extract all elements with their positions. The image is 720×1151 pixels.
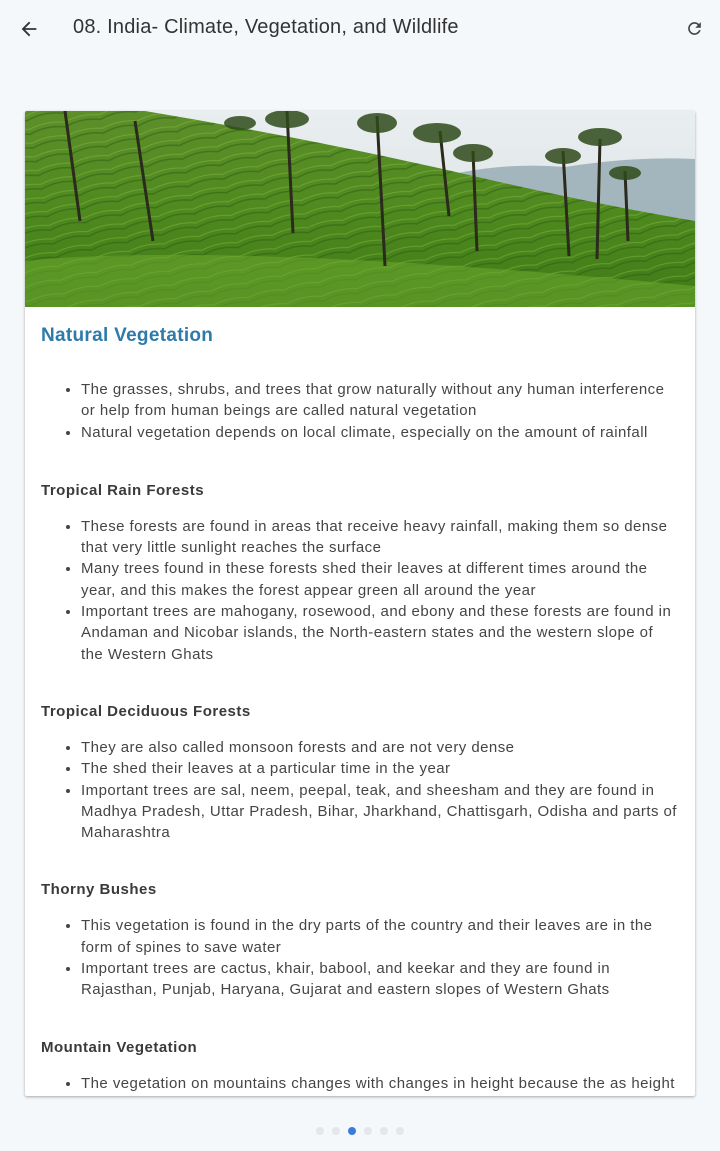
hero-image	[25, 111, 695, 307]
thorny-bushes-list	[41, 915, 679, 1000]
content-card[interactable]	[25, 111, 695, 1096]
list-item: • They are also called monsoon forests and are not very dense	[81, 737, 679, 758]
list-item: • Important trees are sal, neem, peepal, teak, and sheesham and they are found in Madhya Pradesh, Uttar Pradesh, Bihar, Jharkhand, Chattisgarh, Odisha and parts of Maharashtra	[81, 780, 679, 844]
refresh-icon	[685, 19, 704, 38]
deciduous-forests-list	[41, 737, 679, 843]
subheading-thorny-bushes: Thorny Bushes	[41, 881, 157, 899]
card-content	[25, 324, 695, 1094]
page-dot[interactable]	[316, 1127, 324, 1135]
intro-list	[41, 379, 679, 443]
list-item: • The shed their leaves at a particular time in the year	[81, 758, 679, 779]
refresh-button[interactable]	[682, 16, 706, 40]
back-button[interactable]	[14, 14, 44, 44]
page-dot[interactable]	[364, 1127, 372, 1135]
page-title: 08. India- Climate, Vegetation, and Wildlife	[73, 16, 459, 38]
page-dot[interactable]	[396, 1127, 404, 1135]
subheading-tropical-deciduous-forests: Tropical Deciduous Forests	[41, 702, 251, 720]
list-item: • The grasses, shrubs, and trees that grow naturally without any human interference or help from human beings are called natural vegetation	[81, 379, 679, 422]
subheading-tropical-rain-forests: Tropical Rain Forests	[41, 481, 205, 499]
page-dot[interactable]	[332, 1127, 340, 1135]
subheading-mountain-vegetation: Mountain Vegetation	[41, 1038, 198, 1056]
arrow-left-icon	[18, 18, 40, 40]
list-item: • The vegetation on mountains changes with changes in height because the as height	[81, 1073, 679, 1094]
rain-forests-list	[41, 516, 679, 665]
section-title: Natural Vegetation	[41, 325, 214, 346]
mountain-vegetation-list	[41, 1073, 679, 1094]
list-item: • Many trees found in these forests shed their leaves at different times around the year, and this makes the forest appear green all around the year	[81, 558, 679, 601]
list-item: • These forests are found in areas that receive heavy rainfall, making them so dense that very little sunlight reaches the surface	[81, 516, 679, 559]
list-item: • This vegetation is found in the dry parts of the country and their leaves are in the form of spines to save water	[81, 915, 679, 958]
page-indicator	[0, 1127, 720, 1139]
page-dot[interactable]	[380, 1127, 388, 1135]
list-item: • Important trees are cactus, khair, babool, and keekar and they are found in Rajasthan, Punjab, Haryana, Gujarat and eastern slopes of Western Ghats	[81, 958, 679, 1001]
app-bar	[0, 0, 720, 58]
list-item: • Natural vegetation depends on local climate, especially on the amount of rainfall	[81, 422, 679, 443]
page-dot-active[interactable]	[348, 1127, 356, 1135]
list-item: • Important trees are mahogany, rosewood, and ebony and these forests are found in Andaman and Nicobar islands, the North-eastern states and the western slope of the Western Ghats	[81, 601, 679, 665]
